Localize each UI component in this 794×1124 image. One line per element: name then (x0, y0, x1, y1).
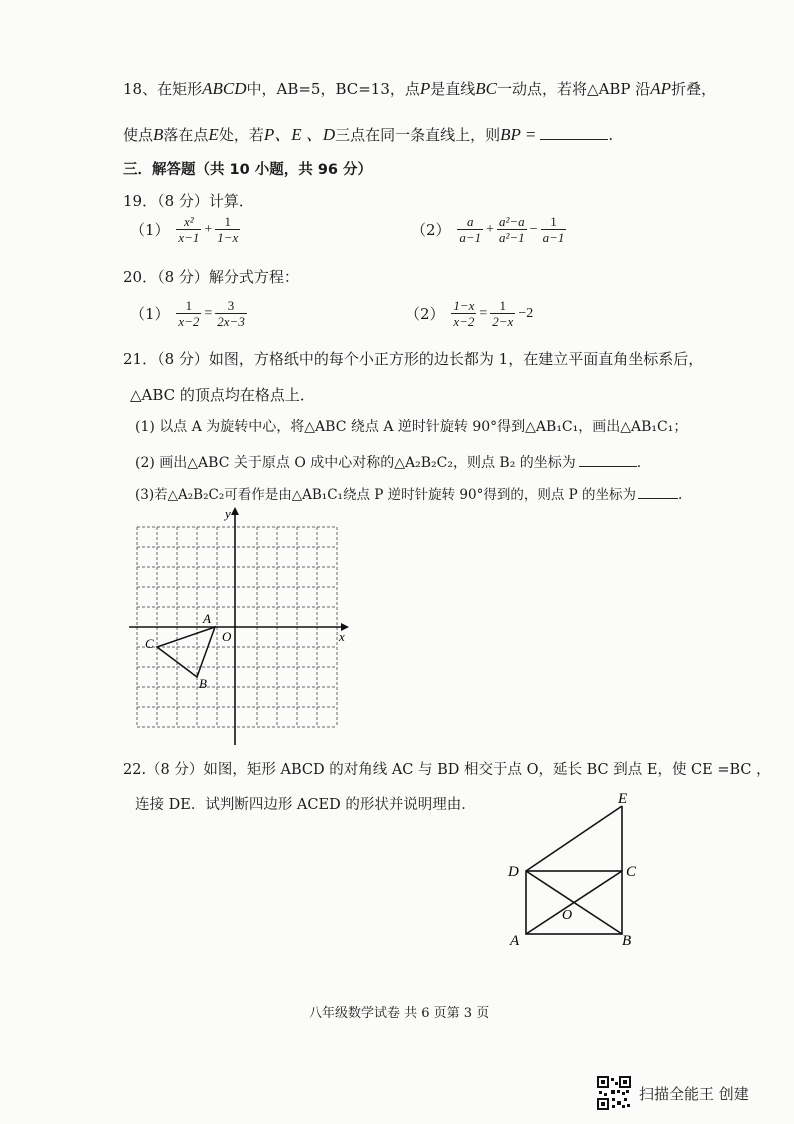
q20-head: 20．（8 分）解分式方程： (123, 268, 299, 286)
point-p: P (419, 79, 431, 98)
point-e: E (208, 125, 219, 144)
fraction (215, 298, 247, 329)
label-e: E (618, 791, 628, 807)
fraction (457, 214, 483, 245)
q18-text: 是直线 (430, 80, 476, 98)
label-d: D (508, 864, 519, 880)
vertex-c-label: C (145, 636, 154, 651)
fraction (541, 214, 567, 245)
operator: −2 (518, 305, 534, 321)
denominator: a−1 (542, 230, 565, 245)
q20-part1 (130, 298, 249, 329)
y-axis-arrow (231, 507, 239, 515)
numerator: 1−x (453, 298, 475, 313)
q21-sub2-end: . (636, 455, 642, 471)
fraction (215, 214, 240, 245)
denominator: a²−1 (499, 230, 525, 245)
part-label: （1） (130, 305, 170, 323)
denominator: 2x−3 (217, 314, 245, 329)
line-bc: BC (475, 79, 498, 98)
q18-line2 (123, 120, 613, 145)
fraction (176, 298, 201, 329)
q19-part1 (130, 214, 242, 245)
vertex-a-label: A (203, 611, 211, 626)
q18-text: 处，若 (218, 126, 264, 144)
q22-line1: 22.（8 分）如图，矩形 ABCD 的对角线 AC 与 BD 相交于点 O，延长 BC 到点 E，使 CE =BC ， (123, 762, 771, 778)
q21-sub1: (1) 以点 A 为旋转中心，将△ABC 绕点 A 逆时针旋转 90°得到△AB₁C₁，画出△AB₁C₁； (135, 419, 688, 435)
points-ped: P、E 、D (263, 125, 336, 144)
numerator: 3 (227, 298, 235, 313)
operator: = (204, 305, 213, 321)
numerator: a²−a (499, 214, 525, 229)
q21-sub3-end: . (678, 487, 683, 503)
q18-text: 折叠， (671, 80, 717, 98)
bp-label: BP = (500, 125, 537, 144)
x-axis-label: x (339, 629, 345, 644)
q21-sub2 (135, 452, 641, 472)
q21-sub3 (135, 483, 682, 503)
label-b: B (622, 933, 632, 948)
triangle-abc (157, 627, 215, 677)
part-label: （2） (411, 221, 451, 239)
denominator: x−2 (178, 314, 200, 329)
fraction (176, 214, 201, 245)
q18-line1 (123, 78, 716, 99)
y-axis-label: y (225, 506, 231, 521)
q22-line2: 连接 DE．试判断四边形 ACED 的形状并说明理由． (135, 797, 476, 813)
q21-sub2-text: (2) 画出△ABC 关于原点 O 成中心对称的△A₂B₂C₂，则点 B₂ 的坐标为 (135, 455, 576, 471)
numerator: 1 (550, 214, 557, 229)
numerator: 1 (499, 298, 507, 313)
q19-head: 19．（8 分）计算． (123, 192, 254, 210)
denominator: 1−x (217, 230, 239, 245)
q18-text: 18、在矩形 (123, 80, 203, 98)
part-label: （2） (405, 305, 445, 323)
q21-b2-answer-blank[interactable] (579, 466, 637, 467)
q18-answer-blank[interactable] (540, 139, 608, 140)
q21-line2: △ABC 的顶点均在格点上． (130, 386, 315, 404)
denominator: x−1 (178, 230, 200, 245)
section-title: 三．解答题（共 10 小题，共 96 分） (123, 162, 373, 178)
q18-text: 落在点 (163, 126, 209, 144)
q21-p-answer-blank[interactable] (638, 498, 678, 499)
operator: = (479, 305, 488, 321)
operator: + (486, 221, 495, 237)
label-c: C (626, 864, 637, 880)
part-label: （1） (130, 221, 170, 239)
q21-line1: 21．（8 分）如图，方格纸中的每个小正方形的边长都为 1，在建立平面直角坐标系后， (123, 350, 704, 368)
fraction (497, 214, 527, 245)
operator: − (529, 221, 538, 237)
qr-code-icon (597, 1076, 631, 1110)
q18-text: 三点在同一条直线上，则 (335, 126, 501, 144)
q20-part2 (405, 298, 534, 329)
scanner-watermark (597, 1076, 749, 1110)
q19-part2 (411, 214, 568, 245)
operator: + (204, 221, 213, 237)
fraction (451, 298, 476, 329)
numerator: a (466, 214, 474, 229)
numerator: 1 (185, 298, 193, 313)
denominator: x−2 (453, 314, 475, 329)
q18-text: 中，AB=5，BC=13，点 (246, 80, 420, 98)
line-ap: AP (650, 79, 672, 98)
q18-text: 一动点，若将△ABP 沿 (497, 80, 651, 98)
numerator: 1 (224, 214, 232, 229)
vertex-b-label: B (199, 676, 207, 691)
segment-de (526, 806, 622, 871)
watermark-text: 扫描全能王 创建 (639, 1084, 749, 1103)
numerator: x² (184, 214, 194, 229)
q21-sub3-text: (3)若△A₂B₂C₂可看作是由△AB₁C₁绕点 P 逆时针旋转 90°得到的，则点 P 的坐标为 (135, 487, 636, 503)
q18-end: . (608, 126, 614, 144)
denominator: 2−x (492, 314, 514, 329)
denominator: a−1 (459, 230, 482, 245)
point-b: B (153, 125, 164, 144)
origin-label: O (222, 629, 232, 644)
label-o: O (562, 908, 573, 923)
fraction (490, 298, 515, 329)
rectangle-figure (500, 788, 650, 948)
coordinate-grid-figure (125, 505, 365, 750)
page-footer: 八年级数学试卷 共 6 页第 3 页 (309, 1006, 490, 1021)
label-a: A (510, 933, 520, 948)
rect-name: ABCD (202, 79, 247, 98)
q18-text: 使点 (123, 126, 154, 144)
